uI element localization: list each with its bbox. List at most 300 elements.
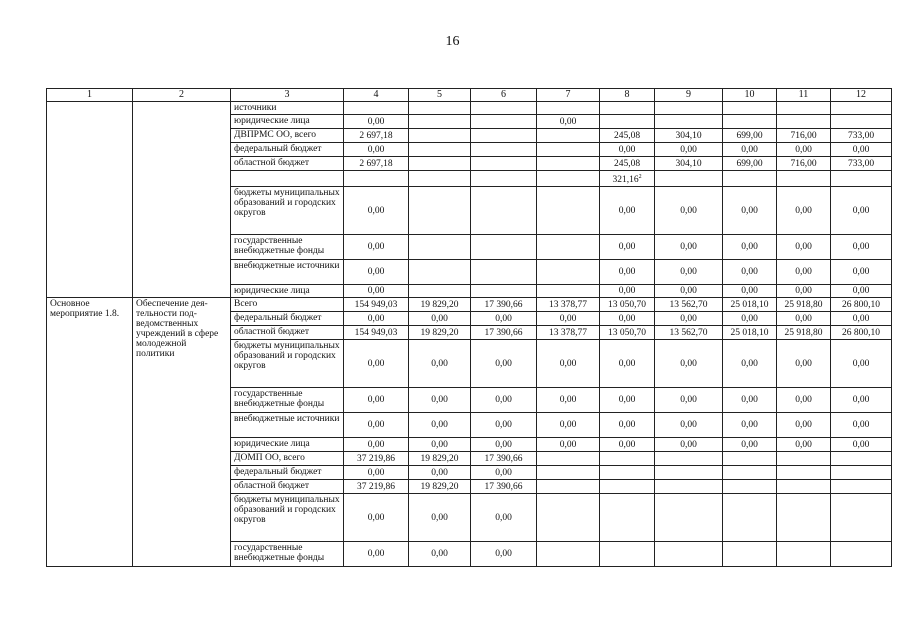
value-text: 37 219,86 <box>357 453 395 464</box>
funding-source-cell: федеральный бюджет <box>231 312 344 326</box>
value-cell <box>723 326 777 340</box>
value-cell <box>723 480 777 494</box>
value-cell <box>723 413 777 438</box>
value-cell <box>409 102 471 115</box>
value-cell <box>777 480 831 494</box>
value-cell <box>600 143 655 157</box>
value-cell <box>537 494 600 542</box>
value-text: 0,00 <box>431 549 448 560</box>
event-number-cell: Основное мероприятие 1.8. <box>47 298 133 567</box>
value-cell <box>471 115 537 129</box>
value-cell <box>723 340 777 388</box>
funding-source-cell: юридические лица <box>231 115 344 129</box>
value-text: 0,00 <box>431 313 448 324</box>
value-text: 0,00 <box>680 313 697 324</box>
column-header: 9 <box>655 89 723 102</box>
value-cell <box>723 452 777 466</box>
value-text: 0,00 <box>741 267 758 278</box>
value-cell <box>344 480 409 494</box>
value-text: 0,00 <box>367 242 385 253</box>
value-text: 0,00 <box>680 242 697 253</box>
value-cell <box>600 466 655 480</box>
column-header: 1 <box>47 89 133 102</box>
value-cell <box>409 171 471 187</box>
value-cell <box>777 102 831 115</box>
value-cell <box>471 413 537 438</box>
value-cell <box>777 494 831 542</box>
value-cell <box>723 171 777 187</box>
value-text: 0,00 <box>680 358 697 369</box>
value-text: 733,00 <box>847 158 875 169</box>
value-text: 0,00 <box>795 144 812 155</box>
value-text: 716,00 <box>790 130 817 141</box>
value-cell <box>777 542 831 567</box>
value-text: 0,00 <box>495 439 512 450</box>
value-cell <box>723 312 777 326</box>
funding-source-cell: юридические лица <box>231 438 344 452</box>
value-text: 0,00 <box>852 267 870 278</box>
value-text: 17 390,66 <box>484 299 523 310</box>
value-cell <box>537 542 600 567</box>
column-header: 4 <box>344 89 409 102</box>
value-cell <box>537 171 600 187</box>
value-text: 0,00 <box>559 420 577 431</box>
value-cell <box>471 438 537 452</box>
value-text: 0,00 <box>367 358 385 369</box>
value-text: 13 378,77 <box>549 327 587 338</box>
value-cell <box>537 466 600 480</box>
value-cell <box>600 312 655 326</box>
value-text: 0,00 <box>431 395 448 406</box>
value-cell <box>409 413 471 438</box>
value-cell <box>600 235 655 260</box>
value-cell <box>537 285 600 298</box>
value-text: 0,00 <box>852 242 870 253</box>
footnote-mark: 2 <box>638 174 642 180</box>
value-text: 0,00 <box>495 358 512 369</box>
value-cell <box>831 340 892 388</box>
value-cell <box>537 388 600 413</box>
value-cell <box>409 388 471 413</box>
value-cell <box>344 285 409 298</box>
value-cell <box>344 171 409 187</box>
value-cell <box>600 129 655 143</box>
value-cell <box>471 312 537 326</box>
funding-source-cell: государственные внебюджетные фонды <box>231 388 344 413</box>
value-cell <box>723 494 777 542</box>
value-text: 0,00 <box>367 205 385 216</box>
value-cell <box>777 340 831 388</box>
value-text: 17 390,66 <box>484 453 523 464</box>
value-cell <box>600 452 655 466</box>
value-cell <box>344 115 409 129</box>
value-cell <box>409 187 471 235</box>
value-text: 0,00 <box>852 420 870 431</box>
value-cell <box>600 326 655 340</box>
value-text: 304,10 <box>675 158 702 169</box>
value-text: 154 949,03 <box>354 299 398 310</box>
value-text: 716,00 <box>790 158 817 169</box>
value-cell <box>655 115 723 129</box>
funding-source-cell: федеральный бюджет <box>231 143 344 157</box>
funding-source-cell: внебюджетные источники <box>231 260 344 285</box>
value-text: 0,00 <box>741 205 758 216</box>
value-cell <box>537 260 600 285</box>
value-text: 26 800,10 <box>842 299 880 310</box>
value-cell <box>831 480 892 494</box>
value-cell <box>723 260 777 285</box>
value-cell <box>723 102 777 115</box>
value-text: 0,00 <box>367 549 385 560</box>
value-cell <box>723 157 777 171</box>
value-text: 0,00 <box>618 286 636 297</box>
value-cell <box>777 143 831 157</box>
value-text: 0,00 <box>495 467 512 478</box>
value-cell <box>655 326 723 340</box>
funding-source-cell: ДВПРМС ОО, всего <box>231 129 344 143</box>
value-text: 0,00 <box>367 144 385 155</box>
value-cell <box>655 452 723 466</box>
column-header: 3 <box>231 89 344 102</box>
value-cell <box>537 452 600 466</box>
value-cell <box>471 340 537 388</box>
value-cell <box>471 494 537 542</box>
value-text: 0,00 <box>741 242 758 253</box>
value-text: 0,00 <box>741 395 758 406</box>
value-cell <box>537 129 600 143</box>
value-cell <box>777 260 831 285</box>
value-cell <box>777 298 831 312</box>
funding-source-cell <box>231 171 344 187</box>
value-cell <box>471 480 537 494</box>
value-text: 0,00 <box>431 467 448 478</box>
value-cell <box>655 235 723 260</box>
value-cell <box>471 542 537 567</box>
value-text: 17 390,66 <box>484 327 523 338</box>
value-cell <box>537 102 600 115</box>
table-row <box>47 102 892 115</box>
value-text: 19 829,20 <box>420 299 459 310</box>
value-cell <box>344 102 409 115</box>
value-text: 13 050,70 <box>608 299 646 310</box>
funding-source-cell: федеральный бюджет <box>231 466 344 480</box>
value-text: 304,10 <box>675 130 702 141</box>
value-text: 0,00 <box>680 439 697 450</box>
value-cell <box>723 285 777 298</box>
value-text: 13 050,70 <box>608 327 646 338</box>
value-text: 245,08 <box>613 158 641 169</box>
value-text: 0,00 <box>795 242 812 253</box>
value-cell <box>831 452 892 466</box>
value-cell <box>655 542 723 567</box>
value-cell <box>409 466 471 480</box>
value-cell <box>655 285 723 298</box>
value-cell <box>655 187 723 235</box>
value-text: 0,00 <box>680 144 697 155</box>
value-cell <box>777 187 831 235</box>
value-cell <box>655 171 723 187</box>
value-text: 0,00 <box>795 420 812 431</box>
value-cell <box>777 115 831 129</box>
value-cell <box>471 129 537 143</box>
value-text: 13 378,77 <box>549 299 587 310</box>
funding-source-cell: бюджеты муниципальных образований и городских округов <box>231 494 344 542</box>
value-cell <box>655 102 723 115</box>
value-cell <box>344 312 409 326</box>
event-description-cell: Обеспечение дея-тельности под-ведомственных учреждений в сфере молодежной политики <box>133 298 231 567</box>
column-header: 5 <box>409 89 471 102</box>
value-text: 0,00 <box>618 242 636 253</box>
value-cell <box>409 260 471 285</box>
value-cell <box>831 187 892 235</box>
value-cell <box>655 413 723 438</box>
value-text: 2 697,18 <box>359 130 393 141</box>
value-text: 0,00 <box>680 205 697 216</box>
value-cell <box>409 438 471 452</box>
value-text: 0,00 <box>741 420 758 431</box>
value-cell <box>655 143 723 157</box>
column-header: 11 <box>777 89 831 102</box>
value-text: 0,00 <box>559 395 577 406</box>
value-cell <box>471 260 537 285</box>
value-cell <box>471 171 537 187</box>
value-text: 0,00 <box>795 439 812 450</box>
value-text: 0,00 <box>431 358 448 369</box>
value-cell <box>831 235 892 260</box>
value-cell <box>409 298 471 312</box>
column-header: 12 <box>831 89 892 102</box>
value-cell <box>777 235 831 260</box>
value-cell <box>344 298 409 312</box>
value-cell <box>471 187 537 235</box>
value-text: 0,00 <box>559 358 577 369</box>
value-cell <box>537 413 600 438</box>
value-cell <box>537 143 600 157</box>
value-cell <box>409 340 471 388</box>
value-cell <box>655 480 723 494</box>
value-cell <box>777 326 831 340</box>
value-cell <box>600 413 655 438</box>
value-text: 0,00 <box>741 313 758 324</box>
value-cell <box>655 157 723 171</box>
value-text: 19 829,20 <box>420 327 459 338</box>
value-cell <box>409 480 471 494</box>
value-cell <box>600 115 655 129</box>
column-header: 10 <box>723 89 777 102</box>
value-text: 0,00 <box>618 205 636 216</box>
value-cell <box>831 542 892 567</box>
value-cell <box>831 102 892 115</box>
value-text: 699,00 <box>736 158 763 169</box>
value-cell <box>723 298 777 312</box>
value-text: 25 018,10 <box>730 327 769 338</box>
value-cell <box>537 157 600 171</box>
value-cell <box>409 143 471 157</box>
value-cell <box>600 340 655 388</box>
value-text: 0,00 <box>741 286 758 297</box>
value-cell <box>600 542 655 567</box>
value-cell <box>344 326 409 340</box>
value-cell <box>344 466 409 480</box>
value-cell <box>600 388 655 413</box>
value-text: 0,00 <box>367 439 385 450</box>
value-text: 0,00 <box>852 395 870 406</box>
value-text: 0,00 <box>495 549 512 560</box>
value-text: 0,00 <box>852 439 870 450</box>
value-cell <box>409 326 471 340</box>
funding-source-cell: областной бюджет <box>231 480 344 494</box>
value-cell <box>344 413 409 438</box>
value-text: 0,00 <box>618 439 636 450</box>
cell-col1 <box>47 102 133 298</box>
value-cell <box>723 235 777 260</box>
value-text: 13 562,70 <box>669 327 708 338</box>
funding-source-cell: внебюджетные источники <box>231 413 344 438</box>
value-cell <box>409 452 471 466</box>
value-cell <box>471 143 537 157</box>
value-cell <box>344 260 409 285</box>
value-cell <box>831 129 892 143</box>
value-text: 0,00 <box>795 267 812 278</box>
value-text: 0,00 <box>367 267 385 278</box>
value-text: 0,00 <box>367 512 385 523</box>
value-cell <box>831 115 892 129</box>
value-cell <box>409 312 471 326</box>
value-cell <box>777 438 831 452</box>
value-cell <box>344 388 409 413</box>
value-text: 0,00 <box>367 286 385 297</box>
value-text: 0,00 <box>795 358 812 369</box>
value-cell <box>723 129 777 143</box>
value-cell <box>600 480 655 494</box>
value-text: 0,00 <box>741 439 758 450</box>
funding-source-cell: областной бюджет <box>231 326 344 340</box>
value-cell <box>409 285 471 298</box>
value-text: 245,08 <box>613 130 641 141</box>
value-cell <box>777 452 831 466</box>
value-text: 0,00 <box>795 395 812 406</box>
value-text: 19 829,20 <box>420 453 459 464</box>
value-text: 0,00 <box>795 286 812 297</box>
value-text: 0,00 <box>431 439 448 450</box>
value-text: 0,00 <box>618 313 636 324</box>
value-text: 0,00 <box>367 467 385 478</box>
value-cell <box>344 438 409 452</box>
table-row <box>47 298 892 312</box>
value-text: 0,00 <box>852 358 870 369</box>
value-cell <box>537 480 600 494</box>
value-cell <box>600 438 655 452</box>
value-text: 0,00 <box>495 512 512 523</box>
value-cell <box>831 494 892 542</box>
value-cell <box>831 143 892 157</box>
value-text: 0,00 <box>431 420 448 431</box>
value-cell <box>537 115 600 129</box>
value-cell <box>831 413 892 438</box>
value-text: 0,00 <box>852 313 870 324</box>
value-cell <box>409 494 471 542</box>
value-cell <box>600 157 655 171</box>
value-text: 0,00 <box>495 420 512 431</box>
value-cell <box>471 102 537 115</box>
value-cell <box>777 171 831 187</box>
value-cell <box>831 285 892 298</box>
value-cell <box>537 340 600 388</box>
value-cell <box>777 157 831 171</box>
value-cell <box>344 494 409 542</box>
value-cell <box>537 298 600 312</box>
value-text: 0,00 <box>367 395 385 406</box>
value-text: 154 949,03 <box>354 327 398 338</box>
value-cell <box>600 102 655 115</box>
value-text: 25 918,80 <box>784 299 823 310</box>
value-text: 25 918,80 <box>784 327 823 338</box>
value-cell <box>831 438 892 452</box>
value-text: 0,00 <box>495 395 512 406</box>
value-text: 0,00 <box>618 267 636 278</box>
header-row <box>47 89 892 102</box>
budget-table <box>46 88 892 567</box>
value-cell <box>777 312 831 326</box>
value-text: 0,00 <box>852 144 870 155</box>
page-number: 16 <box>445 34 460 49</box>
value-cell <box>600 285 655 298</box>
value-cell <box>831 260 892 285</box>
value-text: 0,00 <box>367 313 385 324</box>
value-cell <box>471 452 537 466</box>
value-cell <box>831 326 892 340</box>
value-cell <box>471 388 537 413</box>
value-cell <box>537 235 600 260</box>
value-cell <box>723 466 777 480</box>
value-cell <box>831 312 892 326</box>
value-cell <box>655 312 723 326</box>
value-text: 25 018,10 <box>730 299 769 310</box>
funding-source-cell: бюджеты муниципальных образований и городских округов <box>231 187 344 235</box>
column-header: 2 <box>133 89 231 102</box>
value-cell <box>723 388 777 413</box>
value-cell <box>831 298 892 312</box>
value-cell <box>471 235 537 260</box>
value-cell <box>344 187 409 235</box>
value-cell <box>471 285 537 298</box>
funding-source-cell: юридические лица <box>231 285 344 298</box>
value-text: 37 219,86 <box>357 481 395 492</box>
value-cell <box>831 171 892 187</box>
value-text: 0,00 <box>618 395 636 406</box>
column-header: 7 <box>537 89 600 102</box>
value-text: 0,00 <box>680 286 697 297</box>
value-cell <box>777 129 831 143</box>
value-cell <box>471 466 537 480</box>
value-cell <box>600 187 655 235</box>
value-cell <box>831 466 892 480</box>
value-text: 0,00 <box>367 420 385 431</box>
value-cell <box>777 413 831 438</box>
value-cell <box>777 466 831 480</box>
value-cell <box>655 494 723 542</box>
value-cell <box>471 326 537 340</box>
value-cell <box>777 285 831 298</box>
value-text: 321,16 <box>612 175 639 186</box>
value-cell <box>409 157 471 171</box>
funding-source-cell: областной бюджет <box>231 157 344 171</box>
funding-source-cell: государственные внебюджетные фонды <box>231 542 344 567</box>
value-cell <box>655 388 723 413</box>
value-text: 13 562,70 <box>669 299 708 310</box>
funding-source-cell: ДОМП ОО, всего <box>231 452 344 466</box>
value-text: 19 829,20 <box>420 481 459 492</box>
